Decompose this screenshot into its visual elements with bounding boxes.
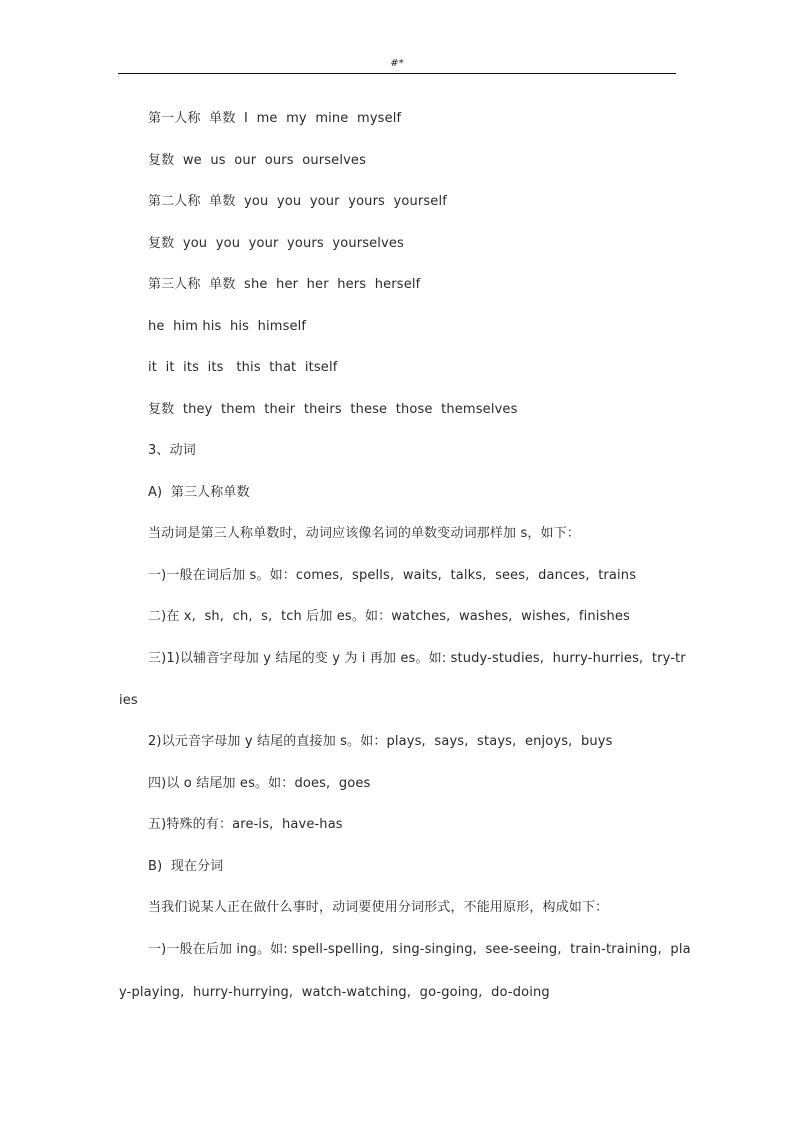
text-line: 五)特殊的有：are-is, have-has — [148, 817, 343, 832]
text-line: 当我们说某人正在做什么事时，动词要使用分词形式，不能用原形，构成如下： — [148, 900, 609, 915]
text-line: 一)一般在后加 ing。如: spell-spelling, sing-singing, see-seeing, train-training, pla — [148, 942, 691, 957]
text-line: 复数 they them their theirs these those themselves — [148, 402, 518, 417]
text-line: 复数 we us our ours ourselves — [148, 153, 366, 168]
text-line: 2)以元音字母加 y 结尾的直接加 s。如：plays, says, stays, enjoys, buys — [148, 734, 613, 749]
text-line-continuation: ies — [119, 693, 138, 708]
text-line-continuation: y-playing, hurry-hurrying, watch-watching, go-going, do-doing — [119, 985, 550, 1000]
text-line: 复数 you you your yours yourselves — [148, 236, 404, 251]
text-line: 二)在 x, sh, ch, s, tch 后加 es。如：watches, washes, wishes, finishes — [148, 609, 630, 624]
subsection-heading: B) 现在分词 — [148, 859, 224, 874]
text-line: it it its its this that itself — [148, 360, 338, 375]
text-line: 三)1)以辅音字母加 y 结尾的变 y 为 i 再加 es。如: study-studies, hurry-hurries, try-tr — [148, 651, 686, 666]
text-line: he him his his himself — [148, 319, 307, 334]
text-line: 第二人称 单数 you you your yours yourself — [148, 194, 447, 209]
subsection-heading: A) 第三人称单数 — [148, 485, 250, 500]
text-line: 第一人称 单数 I me my mine myself — [148, 111, 402, 126]
header-mark: #* — [390, 58, 404, 69]
text-line: 当动词是第三人称单数时，动词应该像名词的单数变动词那样加 s，如下： — [148, 526, 581, 541]
section-heading: 3、动词 — [148, 443, 196, 458]
text-line: 一)一般在词后加 s。如：comes, spells, waits, talks, sees, dances, trains — [148, 568, 637, 583]
text-line: 四)以 o 结尾加 es。如：does, goes — [148, 776, 371, 791]
page-header — [118, 57, 676, 74]
text-line: 第三人称 单数 she her her hers herself — [148, 277, 421, 292]
